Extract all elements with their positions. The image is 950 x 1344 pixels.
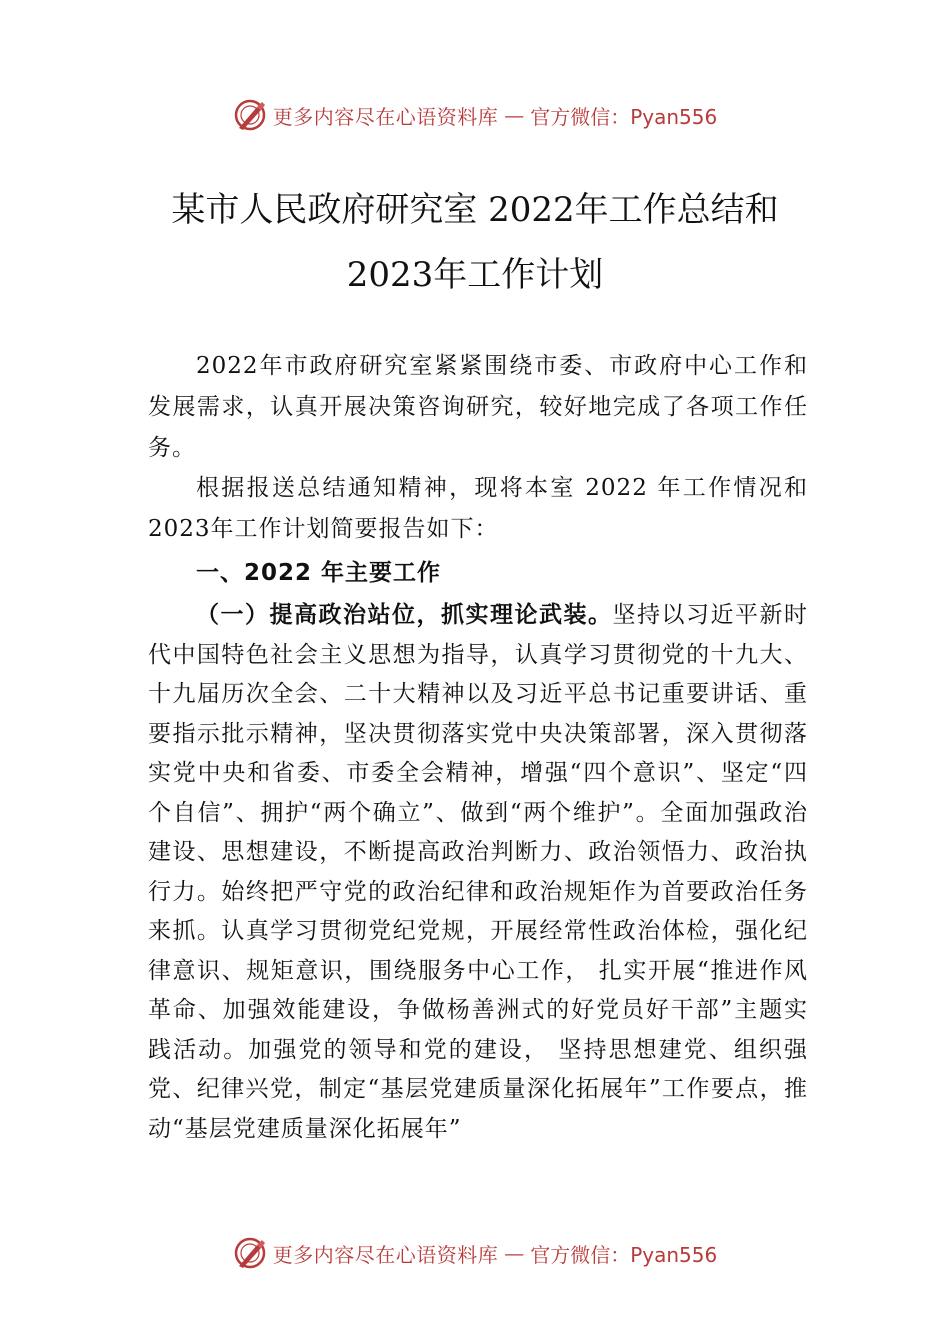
footer-banner (0, 1233, 950, 1273)
banner-text: 更多内容尽在心语资料库 (272, 104, 499, 129)
subsection-heading: （一）提高政治站位，抓实理论武装。 (196, 601, 613, 628)
banner-text: 更多内容尽在心语资料库 (272, 1242, 499, 1267)
header-banner (0, 95, 950, 135)
document-title-line2: 2023年工作计划 (346, 255, 604, 295)
banner-separator: — (504, 103, 525, 127)
subsection-paragraph (148, 595, 808, 1149)
report-paragraph: 根据报送总结通知精神，现将本室 2022 年工作情况和 2023年工作计划简要报告如下： (148, 475, 808, 542)
subsection-body: 坚持以习近平新时代中国特色社会主义思想为指导，认真学习贯彻党的十九大、十九届历次全会、二十大精神以及习近平总书记重要讲话、重要指示批示精神，坚决贯彻落实党中央决策部署，深入贯彻落实党中央和省委、市委全会精神，增强“四个意识”、坚定“四个自信”、拥护“两个确立”、做到“两个维护”。全面加强政治建设、思想建设，不断提高政治判断力、政治领悟力、政治执行力。始终把严守党的政治纪律和政治规矩作为首要政治任务来抓。认真学习贯彻党纪党规，开展经常性政治体检，强化纪律意识、规矩意识，围绕服务中心工作， 扎实开展“推进作风革命、加强效能建设，争做杨善洲式的好党员好干部”主题实践活动。加强党的领导和党的建设， 坚持思想建党、组织强党、纪律兴党，制定“基层党建质量深化拓展年”工作要点，推动“基层党建质量深化拓展年” (148, 602, 808, 1142)
banner-contact: 官方微信：Pyan556 (530, 104, 718, 129)
pen-seal-logo-icon (233, 1236, 267, 1270)
banner-contact: 官方微信：Pyan556 (530, 1242, 718, 1267)
pen-seal-logo-icon (233, 98, 267, 132)
intro-paragraph: 2022年市政府研究室紧紧围绕市委、市政府中心工作和发展需求，认真开展决策咨询研究，较好地完成了各项工作任务。 (148, 353, 808, 461)
section-heading: 一、2022 年主要工作 (196, 560, 442, 586)
banner-separator: — (504, 1241, 525, 1265)
document-title-line1: 某市人民政府研究室 2022年工作总结和 (171, 190, 779, 230)
